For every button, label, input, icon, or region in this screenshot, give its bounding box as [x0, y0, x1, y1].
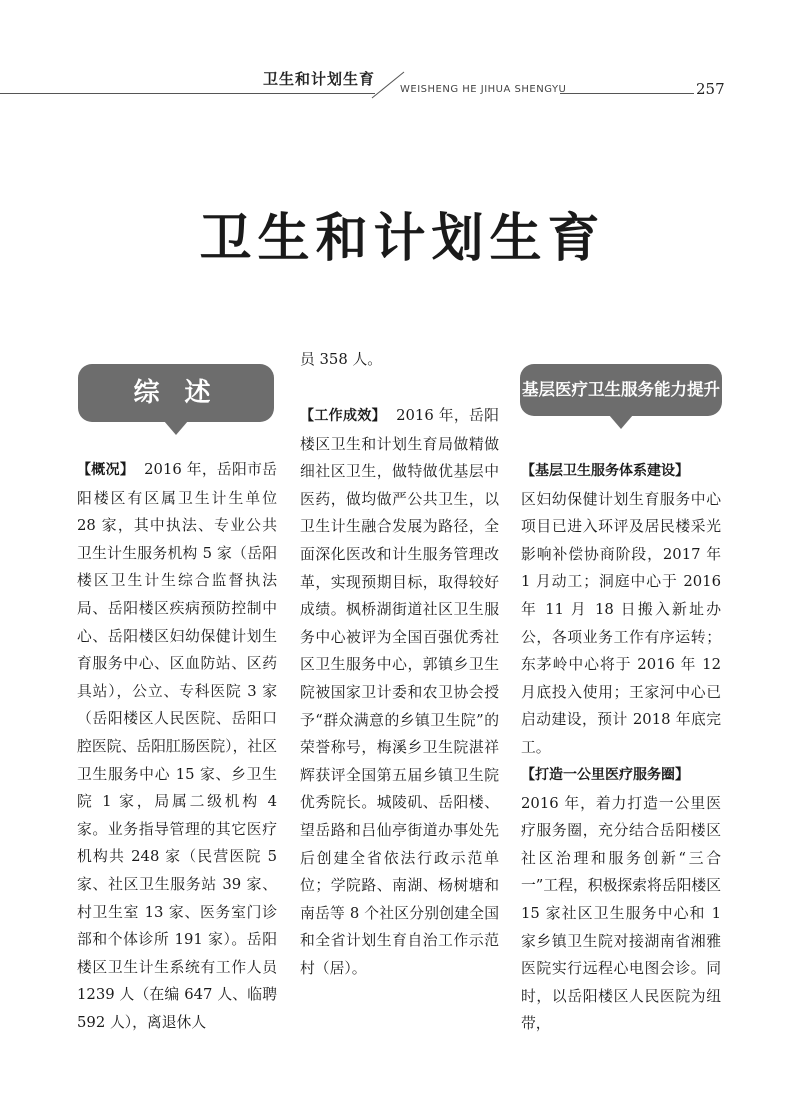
column-achievements	[300, 402, 499, 982]
paragraph-service-circle: 2016 年，着力打造一公里医疗服务圈，充分结合岳阳楼区社区治理和服务创新“三合一”工程，积极探索将岳阳楼区 15 家社区卫生服务中心和 1 家乡镇卫生院对接湖南省湘雅医院实行远程心电图会诊。同时，以岳阳楼区人民医院为纽带，	[521, 794, 721, 1033]
column-service-circle	[521, 762, 721, 1038]
chapter-title: 卫生和计划生育	[199, 208, 606, 269]
header-rule-right	[560, 93, 694, 94]
header-rule-left	[0, 93, 375, 94]
paragraph-text: 2016 年，岳阳楼区卫生和计划生育局做精做细社区卫生，做特做优基层中医药，做均做严公共卫生，以卫生计生融合发展为路径，全面深化医改和计生服务管理改革，实现预期目标，取得较好成绩。枫桥湖街道社区卫生服务中心被评为全国百强优秀社区卫生服务中心，郭镇乡卫生院被国家卫计委和农卫协会授予“群众满意的乡镇卫生院”的荣誉称号，梅溪乡卫生院湛祥辉获评全国第五届乡镇卫生院优秀院长。城陵矶、岳阳楼、望岳路和吕仙亭街道办事处先后创建全省依法行政示范单位；学院路、南湖、杨树塘和南岳等 8 个社区分别创建全国和全省计划生育自治工作示范村（居）。	[300, 407, 499, 977]
column-overview	[77, 456, 277, 1036]
continuation-text: 员 358 人。	[300, 351, 383, 368]
section-banner-capacity: 基层医疗卫生服务能力提升	[520, 364, 722, 416]
paragraph-overview	[77, 456, 277, 1036]
running-header-title: 卫生和计划生育	[263, 70, 376, 88]
subheading-service-circle: 【打造一公里医疗服务圈】	[521, 767, 689, 783]
running-header-pinyin: WEISHENG HE JIHUA SHENGYU	[400, 84, 567, 95]
subheading-system-building: 【基层卫生服务体系建设】	[521, 463, 689, 479]
paragraph-label: 【工作成效】	[300, 408, 387, 424]
paragraph-achievements	[300, 402, 499, 982]
page-number: 257	[696, 80, 725, 98]
column-system-building	[521, 458, 721, 762]
paragraph-text: 2016 年，岳阳市岳阳楼区有区属卫生计生单位 28 家，其中执法、专业公共卫生计生服务机构 5 家（岳阳楼区卫生计生综合监督执法局、岳阳楼区疾病预防控制中心、岳阳楼区妇幼保健计划生育服务中心、区血防站、区药具站），公立、专科医院 3 家（岳阳楼区人民医院、岳阳口腔医院、岳阳肛肠医院），社区卫生服务中心 15 家、乡卫生院 1 家，局属二级机构 4 家。业务指导管理的其它医疗机构共 248 家（民营医院 5 家、社区卫生服务站 39 家、村卫生室 13 家、医务室门诊部和个体诊所 191 家）。岳阳楼区卫生计生系统有工作人员 1239 人（在编 647 人、临聘 592 人），离退休人	[77, 461, 277, 1031]
paragraph-system-building: 区妇幼保健计划生育服务中心项目已进入环评及居民楼采光影响补偿协商阶段，2017 年 1 月动工；洞庭中心于 2016 年 11 月 18 日搬入新址办公，各项业务工作有序运转；东茅岭中心将于 2016 年 12 月底投入使用；王家河中心已启动建设，预计 2018 年底完工。	[521, 490, 721, 756]
column-continuation	[300, 346, 499, 374]
section-banner-overview: 综 述	[78, 364, 274, 422]
paragraph-label: 【概况】	[77, 462, 135, 478]
